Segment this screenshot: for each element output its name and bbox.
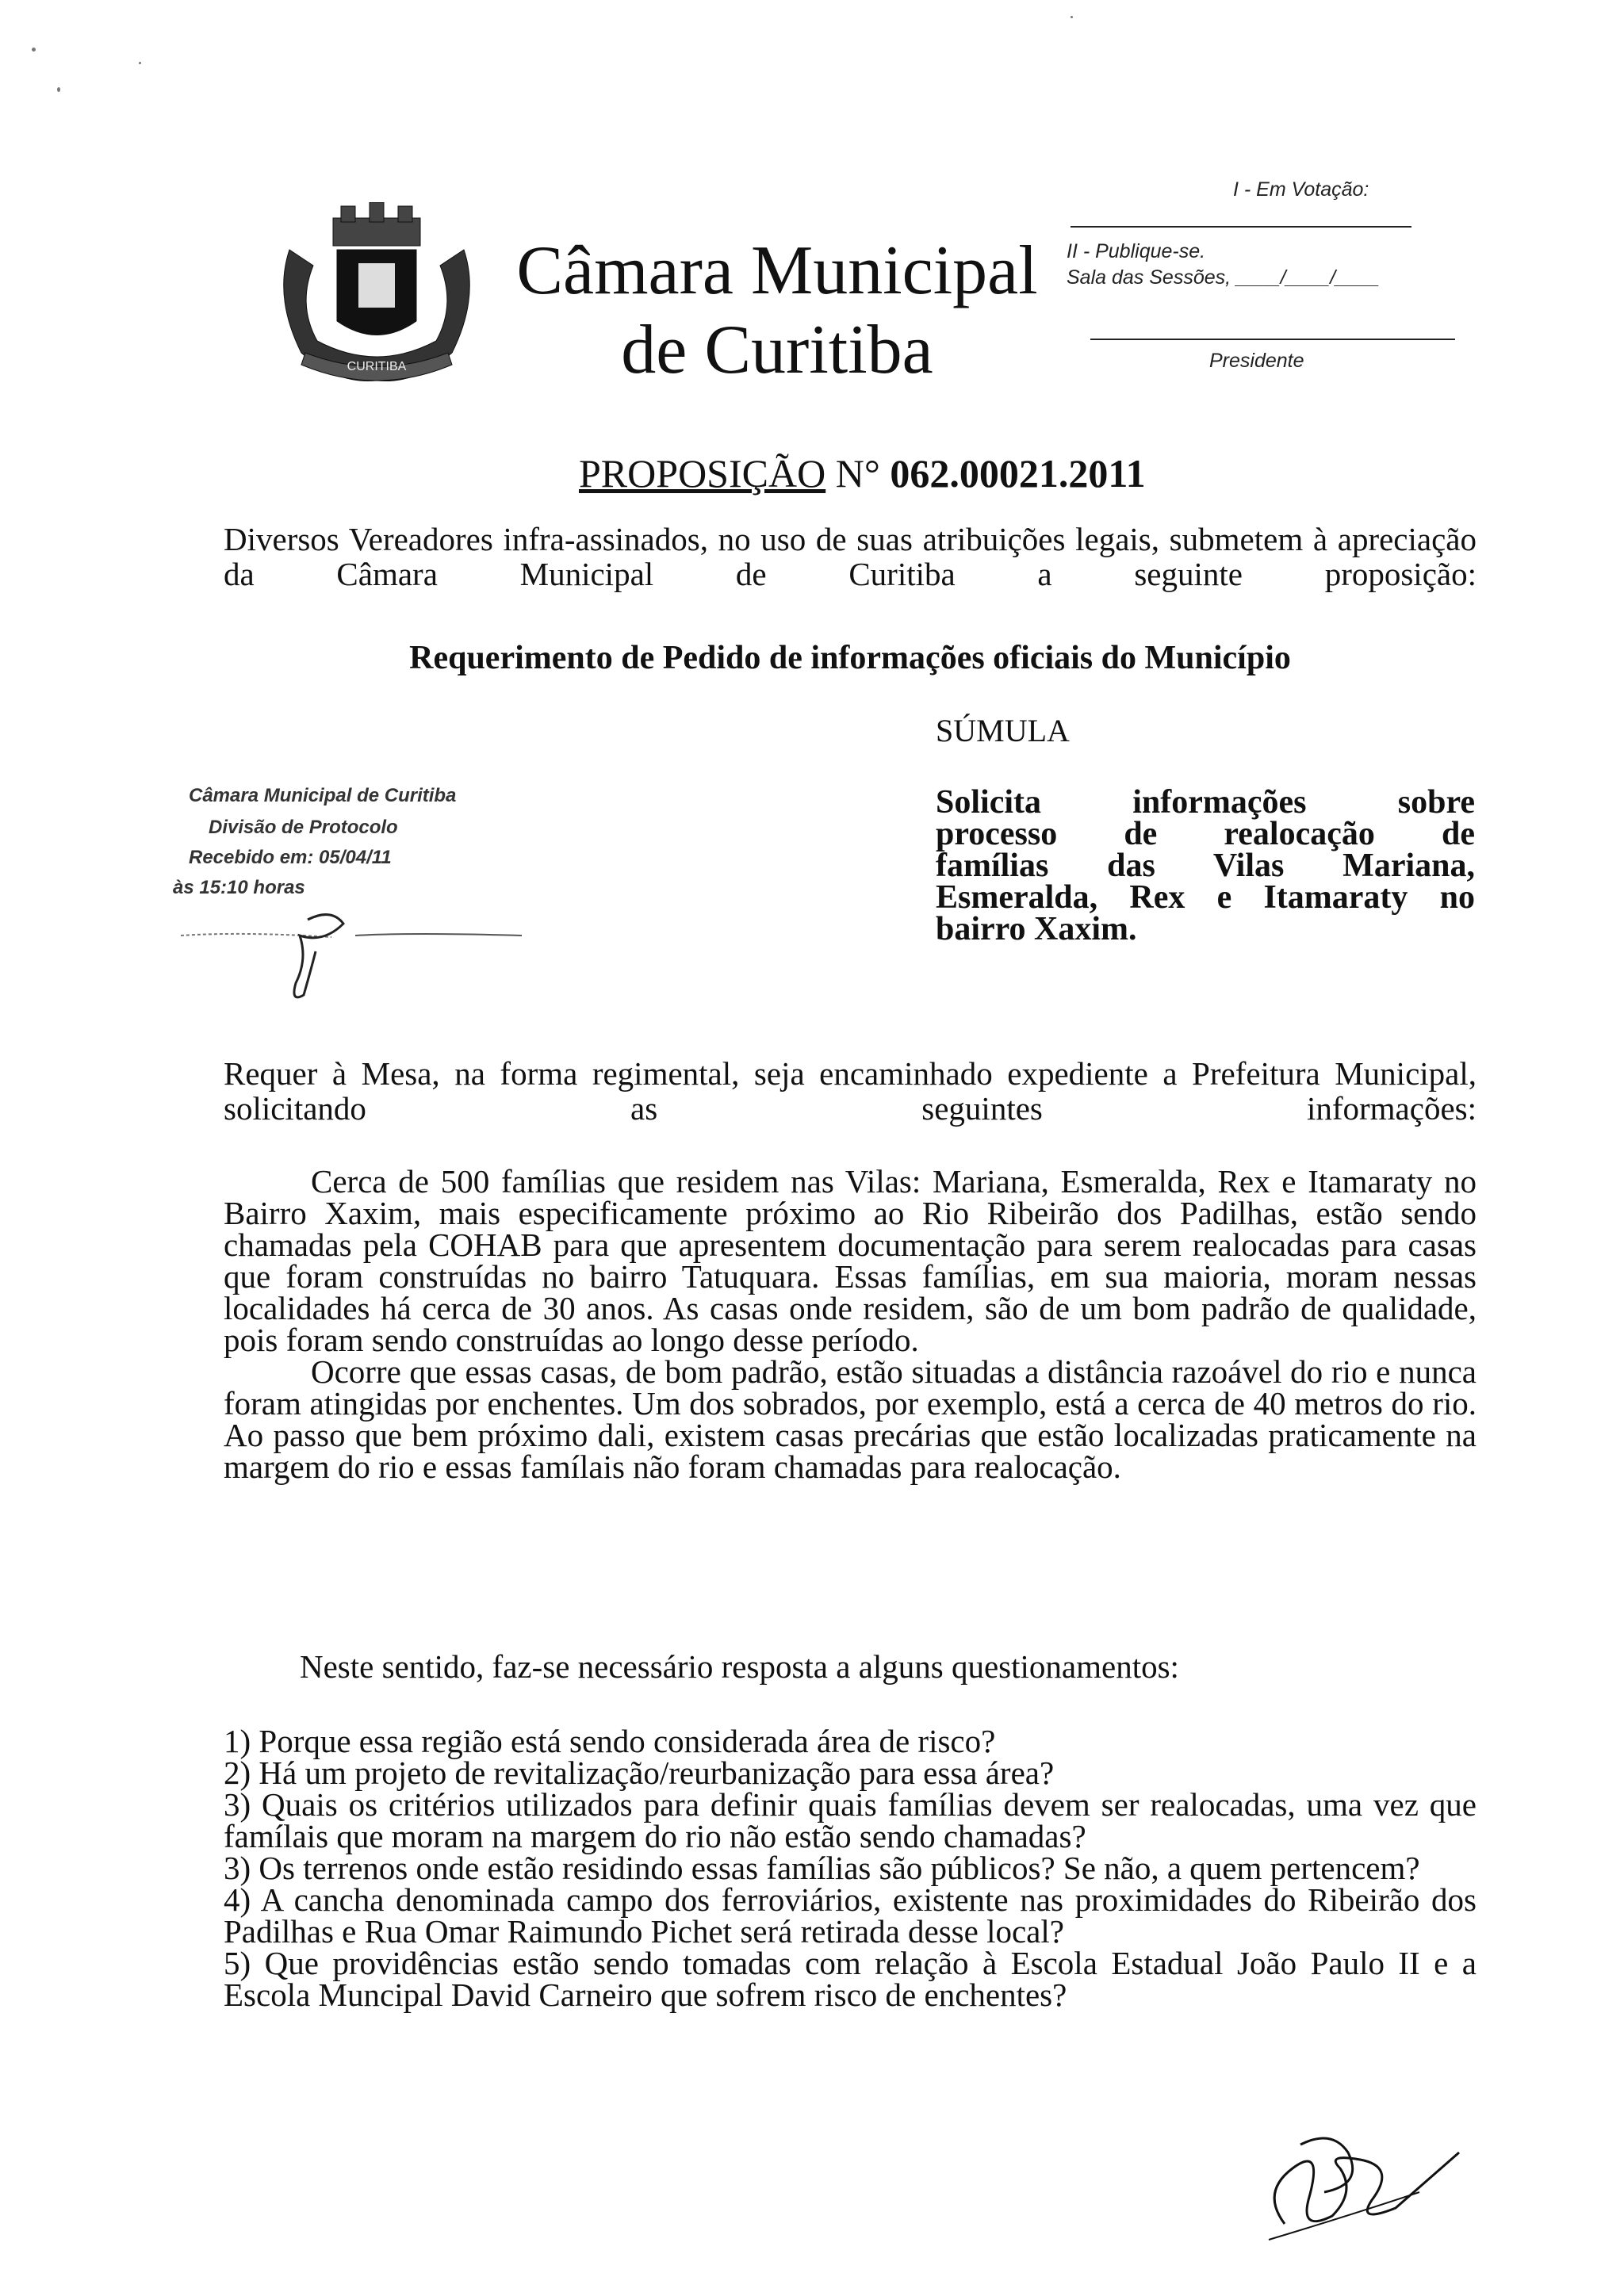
proposicao-number-prefix: N° xyxy=(835,451,880,496)
question-item: 3) Quais os critérios utilizados para definir quais famílias devem ser realocadas, uma vez que famílais que moram na margem do rio não estão sendo chamadas? xyxy=(224,1786,1477,1854)
sumula-label: SÚMULA xyxy=(936,713,1070,748)
org-title xyxy=(500,232,1055,390)
stamp-line3: Recebido em: 05/04/11 xyxy=(189,847,392,868)
body-paragraph: Ocorre que essas casas, de bom padrão, estão situadas a distância razoável do rio e nunca foram atingidas por enchentes. Um dos sobrados, por exemplo, está a cerca de 40 metros do rio. Ao passo que bem próximo dali, existem casas precárias que estão localizadas praticamente na margem do rio e essas famílais não foram chamadas para realocação. xyxy=(224,1353,1477,1485)
presidente-signature-line xyxy=(1090,339,1455,340)
crest-ribbon-text: CURITIBA xyxy=(347,360,407,373)
request-paragraph: Requer à Mesa, na forma regimental, seja encaminhado expediente a Prefeitura Municipal, solicitando as seguintes informações: xyxy=(224,1055,1477,1127)
question-item: 3) Os terrenos onde estão residindo essas famílias são públicos? Se não, a quem pertencem? xyxy=(224,1850,1420,1886)
signature-icon xyxy=(1237,2097,1467,2256)
sala-das-sessoes-label: Sala das Sessões, ____/____/____ xyxy=(1067,266,1380,289)
publique-se-label: II - Publique-se. xyxy=(1067,240,1206,262)
body-paragraph: Cerca de 500 famílias que residem nas Vilas: Mariana, Esmeralda, Rex e Itamaraty no Bairro Xaxim, mais especificamente próximo ao Rio Ribeirão dos Padilhas, estão sendo chamadas pela COHAB para que apresentem documentação para serem realocadas para casas que foram construídas no bairro Tatuquara. Essas famílias, em sua maioria, moram nessas localidades há cerca de 30 anos. As casas onde residem, são de um bom padrão de qualidade, pois foram sendo construídas ao longo desse período. xyxy=(224,1163,1477,1358)
proposicao-number: 062.00021.2011 xyxy=(890,451,1146,496)
proposicao-label: PROPOSIÇÃO xyxy=(579,451,826,496)
intro-paragraph: Diversos Vereadores infra-assinados, no uso de suas atribuições legais, submetem à apreciação da Câmara Municipal de Curitiba a seguinte proposição: xyxy=(224,521,1477,592)
request-title: Requerimento de Pedido de informações oficiais do Município xyxy=(409,640,1291,676)
question-item: 5) Que providências estão sendo tomadas com relação à Escola Estadual João Paulo II e a Escola Muncipal David Carneiro que sofrem risco de enchentes? xyxy=(224,1945,1477,2013)
stamp-line2: Divisão de Protocolo xyxy=(209,817,398,838)
scan-speck xyxy=(32,48,36,52)
question-item: 2) Há um projeto de revitalização/reurbanização para essa área? xyxy=(224,1755,1055,1791)
crest-icon xyxy=(258,202,496,392)
presidente-label: Presidente xyxy=(1209,350,1304,372)
vote-divider xyxy=(1071,226,1411,228)
sumula-text xyxy=(936,786,1475,945)
org-title-line2: de Curitiba xyxy=(621,312,933,388)
sumula-line: Solicita informações sobre xyxy=(936,784,1475,821)
em-votacao-label: I - Em Votação: xyxy=(1233,178,1369,201)
stamp-line1: Câmara Municipal de Curitiba xyxy=(189,785,457,806)
stamp-initials-icon xyxy=(149,904,546,1007)
vote-block xyxy=(1067,178,1439,373)
body-text xyxy=(224,1165,1477,1483)
org-title-line1: Câmara Municipal xyxy=(516,232,1038,309)
question-item: 4) A cancha denominada campo dos ferroviários, existente nas proximidades do Ribeirão dos Padilhas e Rua Omar Raimundo Pichet será retirada desse local? xyxy=(224,1881,1477,1950)
scan-speck xyxy=(57,87,60,92)
neste-paragraph: Neste sentido, faz-se necessário resposta a alguns questionamentos: xyxy=(300,1648,1179,1685)
sumula-line: processo de realocação de xyxy=(936,816,1475,852)
questions-list xyxy=(224,1725,1477,2011)
sumula-line: Esmeralda, Rex e Itamaraty no xyxy=(936,879,1475,916)
protocol-stamp xyxy=(86,769,546,1007)
sumula-line: bairro Xaxim. xyxy=(936,911,1137,947)
sumula-line: famílias das Vilas Mariana, xyxy=(936,848,1475,884)
scan-speck xyxy=(1071,16,1073,18)
proposicao-heading xyxy=(579,450,1146,496)
question-item: 1) Porque essa região está sendo considerada área de risco? xyxy=(224,1723,996,1759)
scan-speck xyxy=(139,62,141,64)
stamp-line4: às 15:10 horas xyxy=(173,877,305,898)
